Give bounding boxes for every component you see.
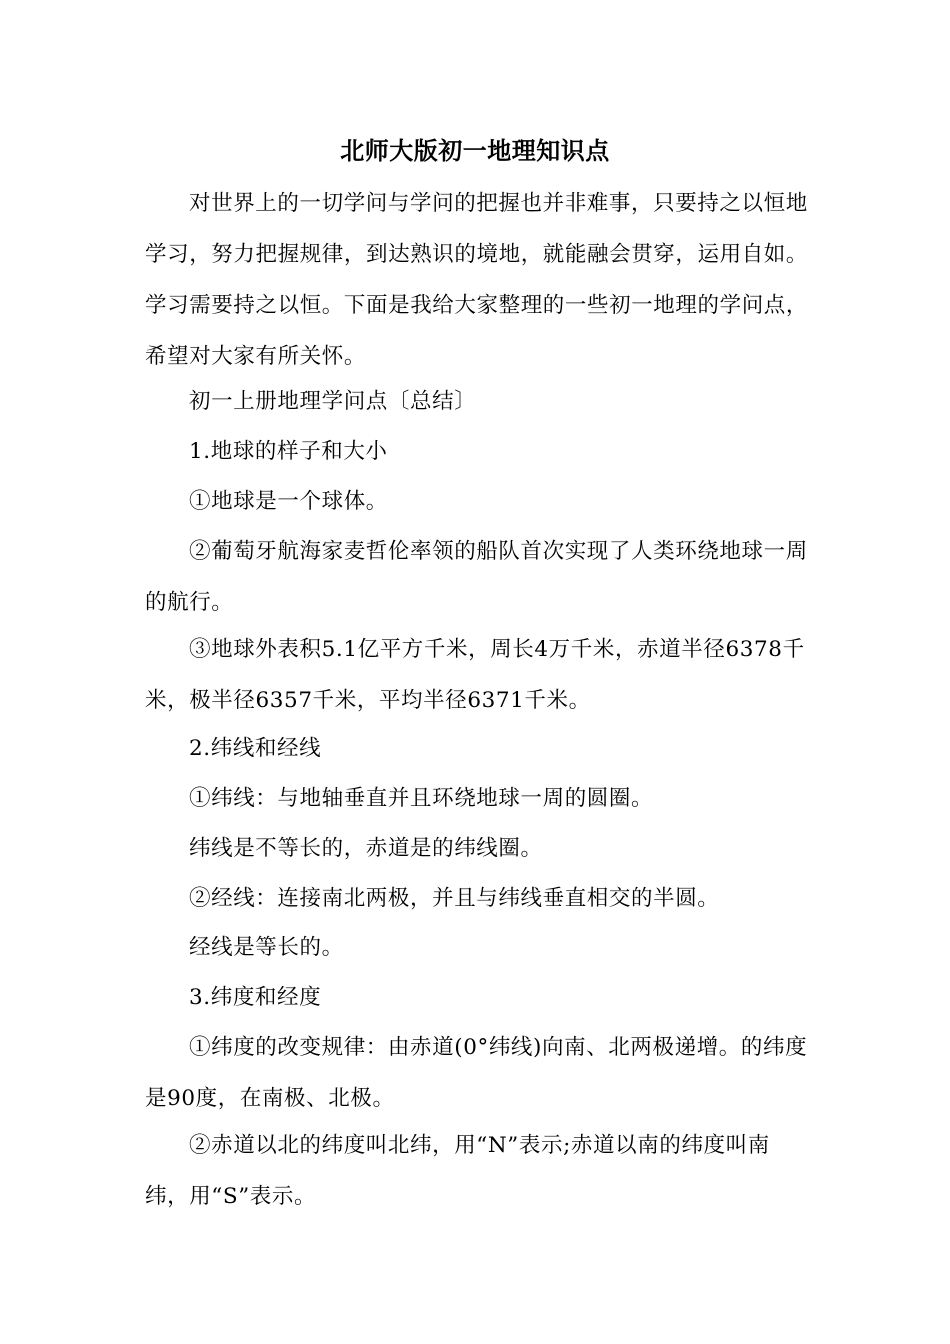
paragraph-1-2: ②葡萄牙航海家麦哲伦率领的船队首次实现了人类环绕地球一周的航行。 [145, 539, 808, 615]
document-title: 北师大版初一地理知识点 [340, 136, 610, 165]
intro-paragraph: 对世界上的一切学问与学问的把握也并非难事，只要持之以恒地学习，努力把握规律，到达熟识的境地，就能融会贯穿，运用自如。学习需要持之以恒。下面是我给大家整理的一些初一地理的学问点，希望对大家有所关怀。 [145, 191, 809, 369]
paragraph-1-1: ①地球是一个球体。 [189, 489, 388, 514]
paragraph-2-4: 经线是等长的。 [189, 935, 344, 960]
paragraph-2-1: ①纬线：与地轴垂直并且环绕地球一周的圆圈。 [189, 786, 654, 811]
section-heading-1: 1.地球的样子和大小 [189, 439, 388, 464]
section-heading-3: 3.纬度和经度 [189, 985, 322, 1010]
section-heading-2: 2.纬线和经线 [189, 736, 322, 761]
section-heading-summary: 初一上册地理学问点〔总结〕 [189, 389, 477, 414]
paragraph-2-2: 纬线是不等长的，赤道是的纬线圈。 [189, 836, 543, 861]
paragraph-3-1: ①纬度的改变规律：由赤道(0°纬线)向南、北两极递增。的纬度是90度，在南极、北极。 [145, 1035, 808, 1111]
paragraph-2-3: ②经线：连接南北两极，并且与纬线垂直相交的半圆。 [189, 886, 720, 911]
paragraph-1-3: ③地球外表积5.1亿平方千米，周长4万千米，赤道半径6378千米，极半径6357千米，平均半径6371千米。 [145, 637, 805, 713]
paragraph-3-2: ②赤道以北的纬度叫北纬，用“N”表示;赤道以南的纬度叫南纬，用“S”表示。 [145, 1133, 770, 1209]
